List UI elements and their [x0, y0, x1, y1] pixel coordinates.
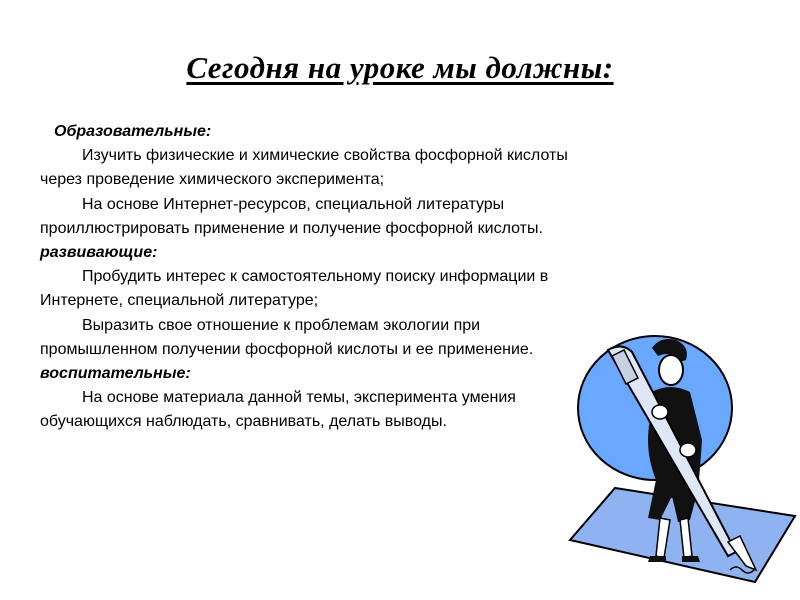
objective-item: Пробудить интерес к самостоятельному поиску информации в Интернете, специальной литературе; [40, 268, 549, 310]
slide-title: Сегодня на уроке мы должны: [186, 50, 614, 85]
section-heading-developmental: развивающие: [40, 244, 158, 262]
section-heading-educational: Образовательные: [54, 123, 212, 140]
objectives-text [40, 120, 600, 435]
objective-item: Изучить физические и химические свойства фосфорной кислоты через проведение химического эксперимента; [40, 147, 568, 189]
objective-item: Выразить свое отношение к проблемам экологии при промышленном получении фосфорной кислоты и ее применение. [40, 316, 534, 358]
section-heading-upbringing: воспитательные: [40, 365, 191, 383]
woman-holding-giant-pen-icon [560, 320, 800, 600]
objective-item: На основе материала данной темы, эксперимента умения обучающихся наблюдать, сравнивать, делать выводы. [40, 389, 516, 431]
objective-item: На основе Интернет-ресурсов, специальной литературы проиллюстрировать применение и получение фосфорной кислоты. [40, 195, 543, 237]
